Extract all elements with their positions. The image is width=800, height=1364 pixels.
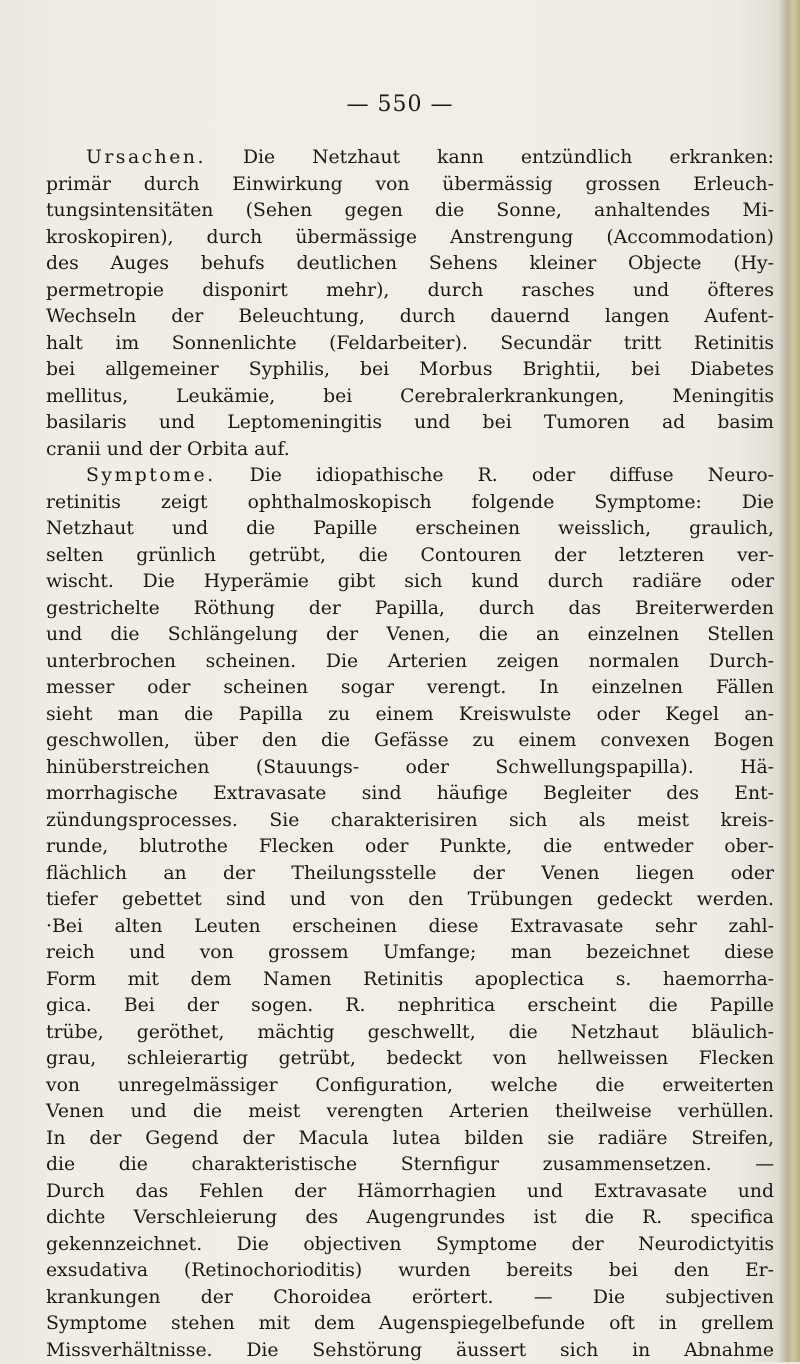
text-line [46, 781, 774, 808]
text-line [46, 278, 774, 305]
text-line [46, 728, 774, 755]
text-line [46, 940, 774, 967]
text-line [46, 887, 774, 914]
text-line [46, 622, 774, 649]
text-line [46, 808, 774, 835]
text-line [46, 198, 774, 225]
text-line [46, 384, 774, 411]
line-text: zündungsprocesses. Sie charakterisiren sich als meist kreis- [46, 810, 774, 831]
line-text: bei allgemeiner Syphilis, bei Morbus Brightii, bei Diabetes [46, 359, 774, 380]
text-line [46, 1073, 774, 1100]
line-text: dichte Verschleierung des Augengrundes ist die R. specifica [46, 1207, 774, 1228]
text-line [46, 516, 774, 543]
line-text: und die Schlängelung der Venen, die an einzelnen Stellen [46, 624, 774, 645]
text-line [46, 702, 774, 729]
text-line [46, 675, 774, 702]
line-text: Symptome stehen mit dem Augenspiegelbefunde oft in grellem [46, 1313, 774, 1334]
line-text: grau, schleierartig getrübt, bedeckt von hellweissen Flecken [46, 1048, 774, 1069]
text-line [46, 463, 774, 490]
page-number: — 550 — [0, 92, 800, 117]
text-line [46, 1285, 774, 1312]
text-line [46, 1232, 774, 1259]
text-line [46, 596, 774, 623]
text-line [46, 569, 774, 596]
text-line [46, 1152, 774, 1179]
text-line [46, 834, 774, 861]
line-text: wischt. Die Hyperämie gibt sich kund durch radiäre oder [46, 571, 774, 592]
text-line [46, 967, 774, 994]
text-line [46, 251, 774, 278]
line-text: Missverhältnisse. Die Sehstörung äussert sich in Abnahme [46, 1340, 774, 1361]
text-line [46, 410, 774, 437]
text-line [46, 649, 774, 676]
line-text: reich und von grossem Umfange; man bezeichnet diese [46, 942, 774, 963]
text-line [46, 304, 774, 331]
line-text: unterbrochen scheinen. Die Arterien zeigen normalen Durch- [46, 651, 774, 672]
text-line [46, 1099, 774, 1126]
line-text: cranii und der Orbita auf. [46, 439, 290, 460]
line-text: gekennzeichnet. Die objectiven Symptome der Neurodictyitis [46, 1234, 774, 1255]
line-text: sieht man die Papilla zu einem Kreiswulste oder Kegel an- [46, 704, 774, 725]
line-text: des Auges behufs deutlichen Sehens kleiner Objecte (Hy- [46, 253, 774, 274]
text-line [46, 1046, 774, 1073]
section-heading: Ursachen. [86, 147, 206, 168]
text-line [46, 1179, 774, 1206]
line-text: flächlich an der Theilungsstelle der Venen liegen oder [46, 863, 774, 884]
line-text: geschwollen, über den die Gefässe zu einem convexen Bogen [46, 730, 774, 751]
line-text: Netzhaut und die Papille erscheinen weisslich, graulich, [46, 518, 774, 539]
text-line [46, 993, 774, 1020]
text-line [46, 1338, 774, 1364]
text-line [46, 1258, 774, 1285]
line-text: die die charakteristische Sternfigur zusammensetzen. — [46, 1154, 774, 1175]
line-text: Wechseln der Beleuchtung, durch dauernd langen Aufent- [46, 306, 774, 327]
line-text: trübe, geröthet, mächtig geschwellt, die Netzhaut bläulich- [46, 1022, 774, 1043]
line-text: runde, blutrothe Flecken oder Punkte, die entweder ober- [46, 836, 774, 857]
line-text: Venen und die meist verengten Arterien theilweise verhüllen. [46, 1101, 774, 1122]
line-text: permetropie disponirt mehr), durch rasches und öfteres [46, 280, 774, 301]
line-text: exsudativa (Retinochorioditis) wurden bereits bei den Er- [46, 1260, 774, 1281]
line-text: ·Bei alten Leuten erscheinen diese Extravasate sehr zahl- [46, 916, 774, 937]
line-text: von unregelmässiger Configuration, welche die erweiterten [46, 1075, 774, 1096]
text-line [46, 225, 774, 252]
page-binding-edge [778, 0, 800, 1362]
line-text: gestrichelte Röthung der Papilla, durch das Breiterwerden [46, 598, 774, 619]
body-text [46, 145, 774, 1364]
line-text: messer oder scheinen sogar verengt. In einzelnen Fällen [46, 677, 774, 698]
text-line [46, 1126, 774, 1153]
line-text: basilaris und Leptomeningitis und bei Tumoren ad basim [46, 412, 774, 433]
line-text: tiefer gebettet sind und von den Trübungen gedeckt werden. [46, 889, 774, 910]
text-line [46, 357, 774, 384]
text-line [46, 914, 774, 941]
line-text: Die idiopathische R. oder diffuse Neuro- [216, 465, 774, 486]
line-text: hinüberstreichen (Stauungs- oder Schwellungspapilla). Hä- [46, 757, 774, 778]
line-text: Die Netzhaut kann entzündlich erkranken: [206, 147, 774, 168]
line-text: Durch das Fehlen der Hämorrhagien und Extravasate und [46, 1181, 774, 1202]
line-text: krankungen der Choroidea erörtert. — Die subjectiven [46, 1287, 774, 1308]
text-line [46, 437, 774, 464]
line-text: In der Gegend der Macula lutea bilden sie radiäre Streifen, [46, 1128, 774, 1149]
line-text: primär durch Einwirkung von übermässig grossen Erleuch- [46, 174, 774, 195]
section-heading: Symptome. [86, 465, 216, 486]
text-line [46, 543, 774, 570]
line-text: morrhagische Extravasate sind häufige Begleiter des Ent- [46, 783, 774, 804]
line-text: mellitus, Leukämie, bei Cerebralerkrankungen, Meningitis [46, 386, 774, 407]
line-text: tungsintensitäten (Sehen gegen die Sonne, anhaltendes Mi- [46, 200, 774, 221]
text-line [46, 331, 774, 358]
line-text: gica. Bei der sogen. R. nephritica erscheint die Papille [46, 995, 774, 1016]
text-line [46, 755, 774, 782]
text-line [46, 145, 774, 172]
text-line [46, 1020, 774, 1047]
line-text: Form mit dem Namen Retinitis apoplectica s. haemorrha- [46, 969, 774, 990]
text-line [46, 490, 774, 517]
text-line [46, 1311, 774, 1338]
text-line [46, 861, 774, 888]
line-text: halt im Sonnenlichte (Feldarbeiter). Secundär tritt Retinitis [46, 333, 774, 354]
line-text: selten grünlich getrübt, die Contouren der letzteren ver- [46, 545, 774, 566]
text-line [46, 1205, 774, 1232]
line-text: kroskopiren), durch übermässige Anstrengung (Accommodation) [46, 227, 774, 248]
line-text: retinitis zeigt ophthalmoskopisch folgende Symptome: Die [46, 492, 774, 513]
text-line [46, 172, 774, 199]
